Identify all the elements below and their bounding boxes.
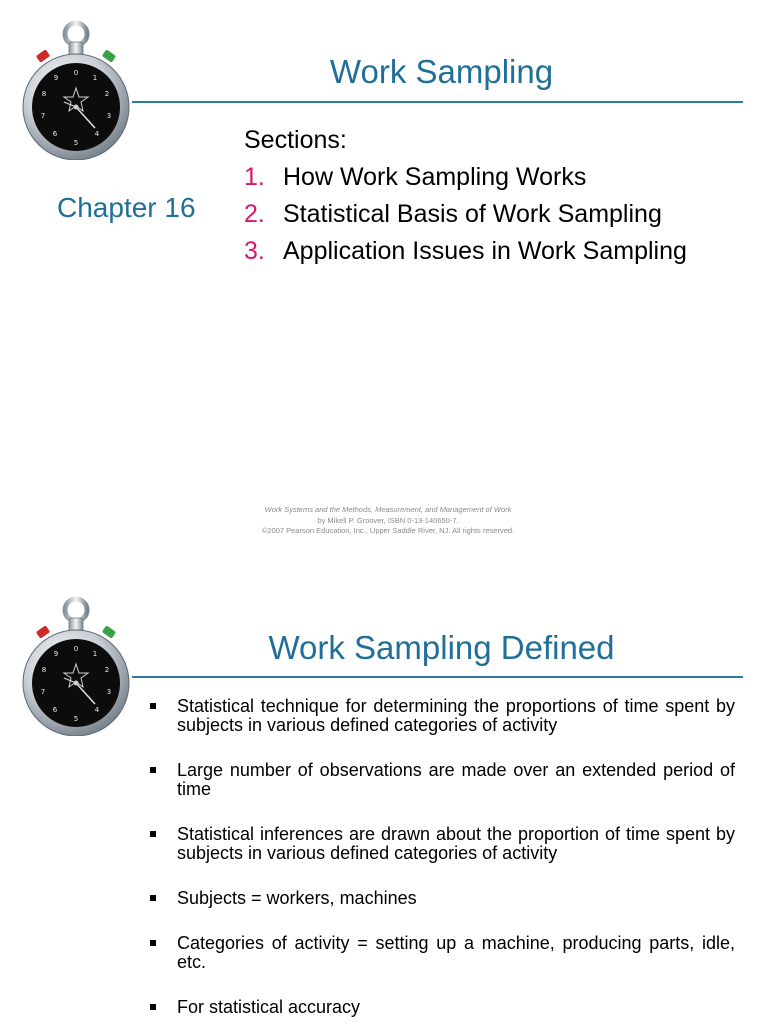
bullet-text: Subjects = workers, machines [177,888,417,908]
stopwatch-icon [20,594,132,736]
bullet-text: Categories of activity = setting up a machine, producing parts, idle, etc. [177,933,735,972]
bullet-text: Statistical technique for determining the proportions of time spent by subjects in various defined categories of activity [177,696,735,735]
svg-text:4: 4 [94,706,100,714]
bullet-text: For statistical accuracy [177,997,361,1017]
svg-text:3: 3 [106,112,112,120]
svg-text:5: 5 [73,139,79,147]
chapter-label: Chapter 16 [57,192,196,223]
bullet-item [148,825,735,863]
square-bullet-icon [150,895,156,901]
section-number: 2. [244,200,265,228]
svg-text:6: 6 [52,706,58,714]
square-bullet-icon [150,940,156,946]
footer-author: by Mikell P. Groover, ISBN 0-13-140650-7. [317,515,459,525]
bullet-item [148,761,735,799]
svg-text:7: 7 [40,688,46,696]
section-number: 3. [244,237,265,265]
copyright-footer [188,505,588,537]
bullet-item [148,889,735,908]
svg-text:9: 9 [53,650,59,658]
svg-text:3: 3 [106,688,112,696]
svg-text:0: 0 [73,69,79,77]
stopwatch-icon [20,18,132,160]
svg-text:1: 1 [92,74,98,82]
square-bullet-icon [150,1004,156,1010]
slide-title: Work Sampling [329,53,554,90]
bullet-item [148,697,735,735]
svg-text:7: 7 [40,112,46,120]
section-item [244,162,714,192]
svg-text:4: 4 [94,130,100,138]
slide-work-sampling-defined [0,576,768,1024]
footer-copyright: ©2007 Pearson Education, Inc., Upper Saddle River, NJ. All rights reserved. [261,526,515,535]
svg-text:9: 9 [53,74,59,82]
title-divider [132,101,743,103]
svg-text:2: 2 [104,666,110,674]
section-text: Statistical Basis of Work Sampling [283,200,662,228]
section-text: Application Issues in Work Sampling [283,237,687,265]
svg-text:1: 1 [92,650,98,658]
svg-text:5: 5 [73,715,79,723]
section-item [244,199,714,229]
bullet-list [148,697,735,1024]
svg-text:8: 8 [41,666,47,674]
svg-text:6: 6 [52,130,58,138]
square-bullet-icon [150,767,156,773]
bullet-text: Large number of observations are made over an extended period of time [177,760,735,799]
slide-title: Work Sampling Defined [268,629,615,666]
svg-text:2: 2 [104,90,110,98]
sections-heading: Sections: [244,126,347,154]
svg-text:0: 0 [73,645,79,653]
bullet-item [148,934,735,972]
square-bullet-icon [150,831,156,837]
square-bullet-icon [150,703,156,709]
bullet-item [148,998,735,1017]
title-divider [132,676,743,678]
sections-list [244,162,714,273]
section-number: 1. [244,163,265,191]
section-text: How Work Sampling Works [283,163,587,191]
bullet-text: Statistical inferences are drawn about the proportion of time spent by subjects in various defined categories of activity [177,824,735,863]
svg-text:8: 8 [41,90,47,98]
footer-book-title: Work Systems and the Methods, Measurement, and Management of Work [264,505,512,514]
section-item [244,236,714,266]
